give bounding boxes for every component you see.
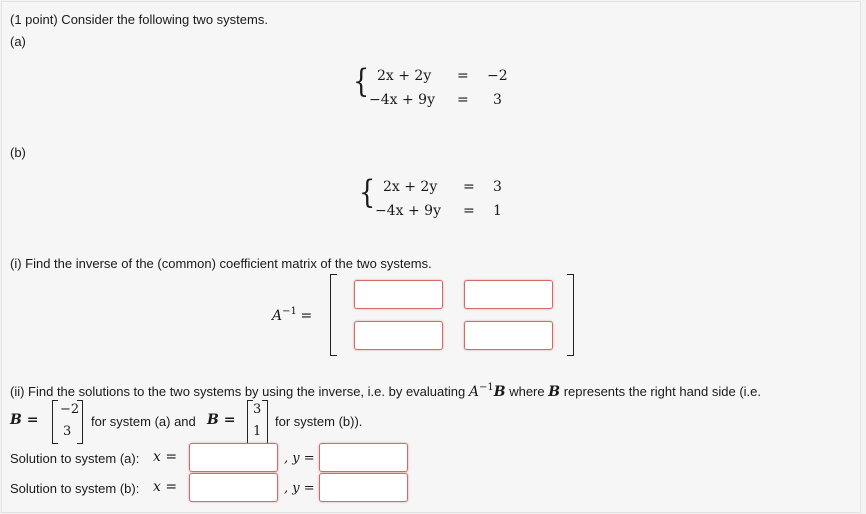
system-b-eq2-lhs: −4x + 9y bbox=[375, 203, 441, 219]
matrix-right-bracket bbox=[567, 274, 574, 356]
solution-a-label: Solution to system (a): bbox=[10, 451, 140, 466]
solution-b-y-input[interactable] bbox=[319, 473, 408, 502]
vector-left-bracket bbox=[52, 400, 58, 444]
solution-b-x-label: x = bbox=[153, 479, 178, 495]
question-i-text: (i) Find the inverse of the (common) coefficient matrix of the two systems. bbox=[10, 256, 432, 271]
system-a-eq2-rhs: 3 bbox=[493, 92, 502, 108]
b-vector-a-entry-2: 3 bbox=[63, 424, 72, 439]
problem-intro: (1 point) Consider the following two systems. bbox=[10, 12, 268, 27]
solution-a-x-input[interactable] bbox=[189, 443, 278, 472]
vector-right-bracket bbox=[77, 400, 83, 444]
equals-sign: = bbox=[300, 308, 313, 324]
solution-b-label: Solution to system (b): bbox=[10, 481, 140, 496]
system-b-eq1-lhs: 2x + 2y bbox=[383, 179, 438, 195]
question-ii-text-1: (ii) Find the solutions to the two systems by using the inverse, i.e. by evaluating bbox=[10, 384, 466, 399]
solution-b-y-label: , y = bbox=[284, 481, 315, 496]
inverse-entry-r2c2-input[interactable] bbox=[464, 321, 553, 350]
system-a-eq1-equals: = bbox=[457, 68, 469, 84]
system-a-eq1-lhs: 2x + 2y bbox=[377, 68, 432, 84]
b-vector-a-entry-1: −2 bbox=[60, 402, 80, 417]
expr-superscript: −1 bbox=[478, 382, 494, 393]
b-vector-b-entry-2: 1 bbox=[253, 424, 262, 439]
solution-a-y-label: , y = bbox=[284, 451, 315, 466]
system-a-eq1-rhs: −2 bbox=[487, 68, 508, 84]
inverse-entry-r2c1-input[interactable] bbox=[354, 321, 443, 350]
expr-a-symbol: A bbox=[468, 384, 479, 400]
inverse-superscript: −1 bbox=[282, 306, 297, 317]
system-a-eq2-equals: = bbox=[457, 92, 469, 108]
left-brace: { bbox=[359, 173, 376, 211]
mid-text-1: for system (a) and bbox=[91, 414, 196, 429]
b-vector-label-b: B = bbox=[207, 412, 236, 428]
question-ii-text bbox=[10, 382, 761, 400]
system-b-eq1-rhs: 3 bbox=[493, 179, 502, 195]
solution-a-y-input[interactable] bbox=[319, 443, 408, 472]
vector-right-bracket bbox=[262, 400, 268, 444]
b-vector-b-entry-1: 3 bbox=[253, 402, 262, 417]
inverse-entry-r1c1-input[interactable] bbox=[354, 280, 443, 309]
inverse-matrix-label bbox=[272, 306, 312, 324]
expr-b-symbol: B bbox=[548, 384, 561, 400]
inverse-entry-r1c2-input[interactable] bbox=[464, 280, 553, 309]
system-b-eq1-equals: = bbox=[463, 179, 475, 195]
solution-b-x-input[interactable] bbox=[189, 473, 278, 502]
question-ii-text-2: where bbox=[509, 384, 545, 399]
problem-panel bbox=[1, 1, 861, 513]
expr-b-symbol: B bbox=[493, 384, 506, 400]
question-ii-text-3: represents the right hand side (i.e. bbox=[563, 384, 761, 399]
system-b-eq2-rhs: 1 bbox=[493, 203, 502, 219]
mid-text-2: for system (b)). bbox=[275, 414, 363, 429]
part-b-label: (b) bbox=[10, 145, 26, 160]
system-a-eq2-lhs: −4x + 9y bbox=[369, 92, 435, 108]
solution-a-x-label: x = bbox=[153, 449, 178, 465]
part-a-label: (a) bbox=[10, 34, 26, 49]
matrix-symbol: A bbox=[272, 308, 283, 324]
matrix-left-bracket bbox=[330, 274, 337, 356]
b-vector-label-a: B = bbox=[10, 412, 39, 428]
left-brace: { bbox=[353, 62, 370, 100]
system-b-eq2-equals: = bbox=[463, 203, 475, 219]
